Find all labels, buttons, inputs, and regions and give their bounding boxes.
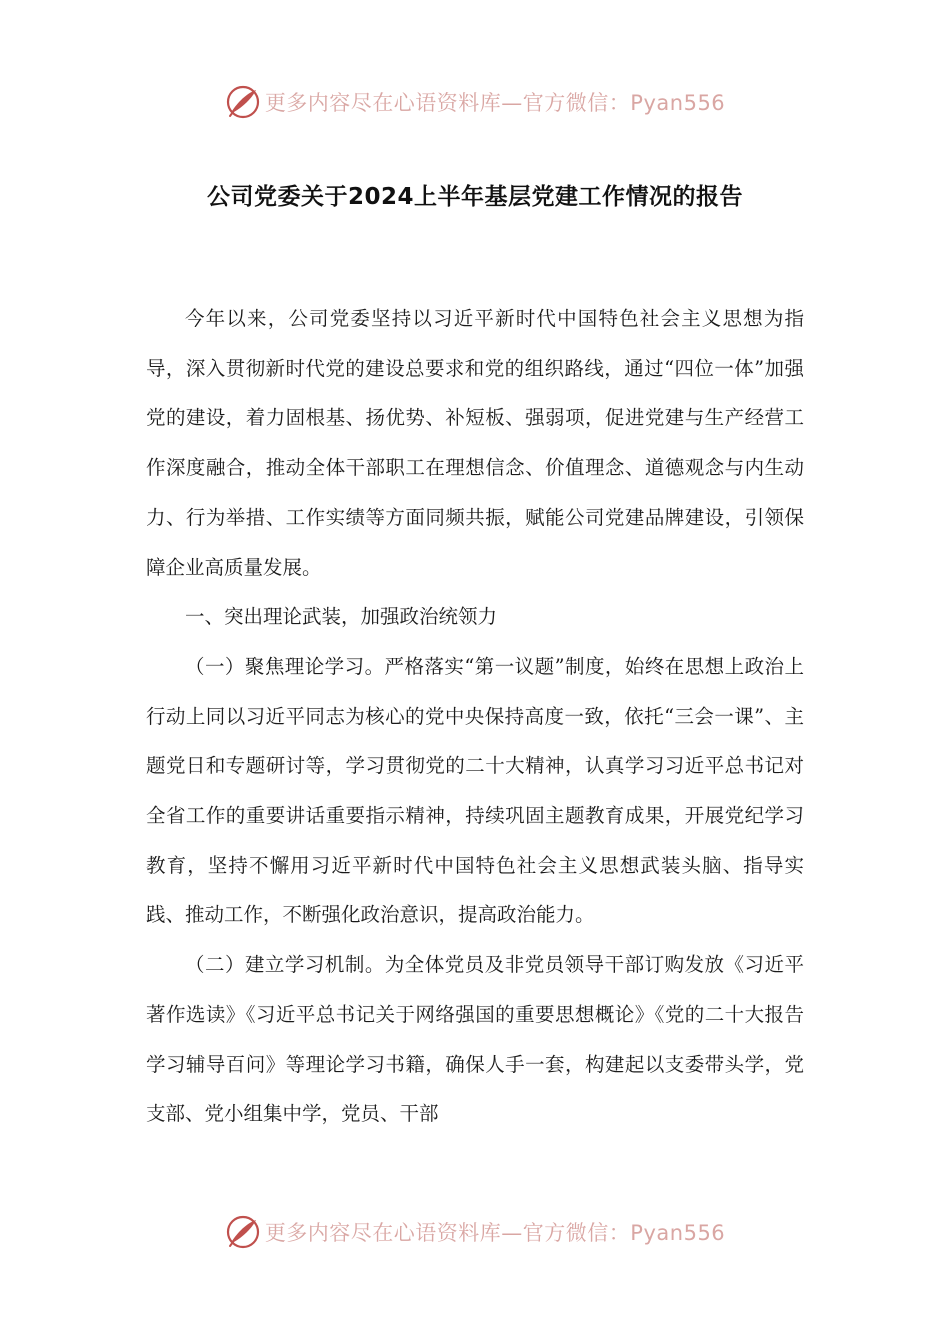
quill-pen-logo-icon — [225, 1214, 261, 1250]
watermark-banner-bottom — [0, 1210, 950, 1254]
document-title: 公司党委关于2024上半年基层党建工作情况的报告 — [206, 184, 743, 210]
section-heading-1: 一、突出理论武装，加强政治统领力 — [185, 605, 498, 629]
paragraph-subsection-1: （一）聚焦理论学习。严格落实“第一议题”制度，始终在思想上政治上行动上同以习近平同志为核心的党中央保持高度一致，依托“三会一课”、主题党日和专题研讨等，学习贯彻党的二十大精神，认真学习习近平总书记对全省工作的重要讲话重要指示精神，持续巩固主题教育成果，开展党纪学习教育，坚持不懈用习近平新时代中国特色社会主义思想武装头脑、指导实践、推动工作，不断强化政治意识，提高政治能力。 — [146, 654, 804, 927]
watermark-banner-top — [0, 80, 950, 124]
watermark-text: 更多内容尽在心语资料库—官方微信：Pyan556 — [264, 1221, 726, 1245]
paragraph-intro: 今年以来，公司党委坚持以习近平新时代中国特色社会主义思想为指导，深入贯彻新时代党的建设总要求和党的组织路线，通过“四位一体”加强党的建设，着力固根基、扬优势、补短板、强弱项，促进党建与生产经营工作深度融合，推动全体干部职工在理想信念、价值理念、道德观念与内生动力、行为举措、工作实绩等方面同频共振，赋能公司党建品牌建设，引领保障企业高质量发展。 — [146, 307, 804, 579]
quill-pen-logo-icon — [225, 84, 261, 120]
document-body — [146, 294, 804, 1139]
paragraph-subsection-2: （二）建立学习机制。为全体党员及非党员领导干部订购发放《习近平著作选读》《习近平总书记关于网络强国的重要思想概论》《党的二十大报告学习辅导百问》等理论学习书籍，确保人手一套，构建起以支委带头学，党支部、党小组集中学，党员、干部 — [146, 953, 804, 1126]
watermark-text: 更多内容尽在心语资料库—官方微信：Pyan556 — [264, 91, 726, 115]
